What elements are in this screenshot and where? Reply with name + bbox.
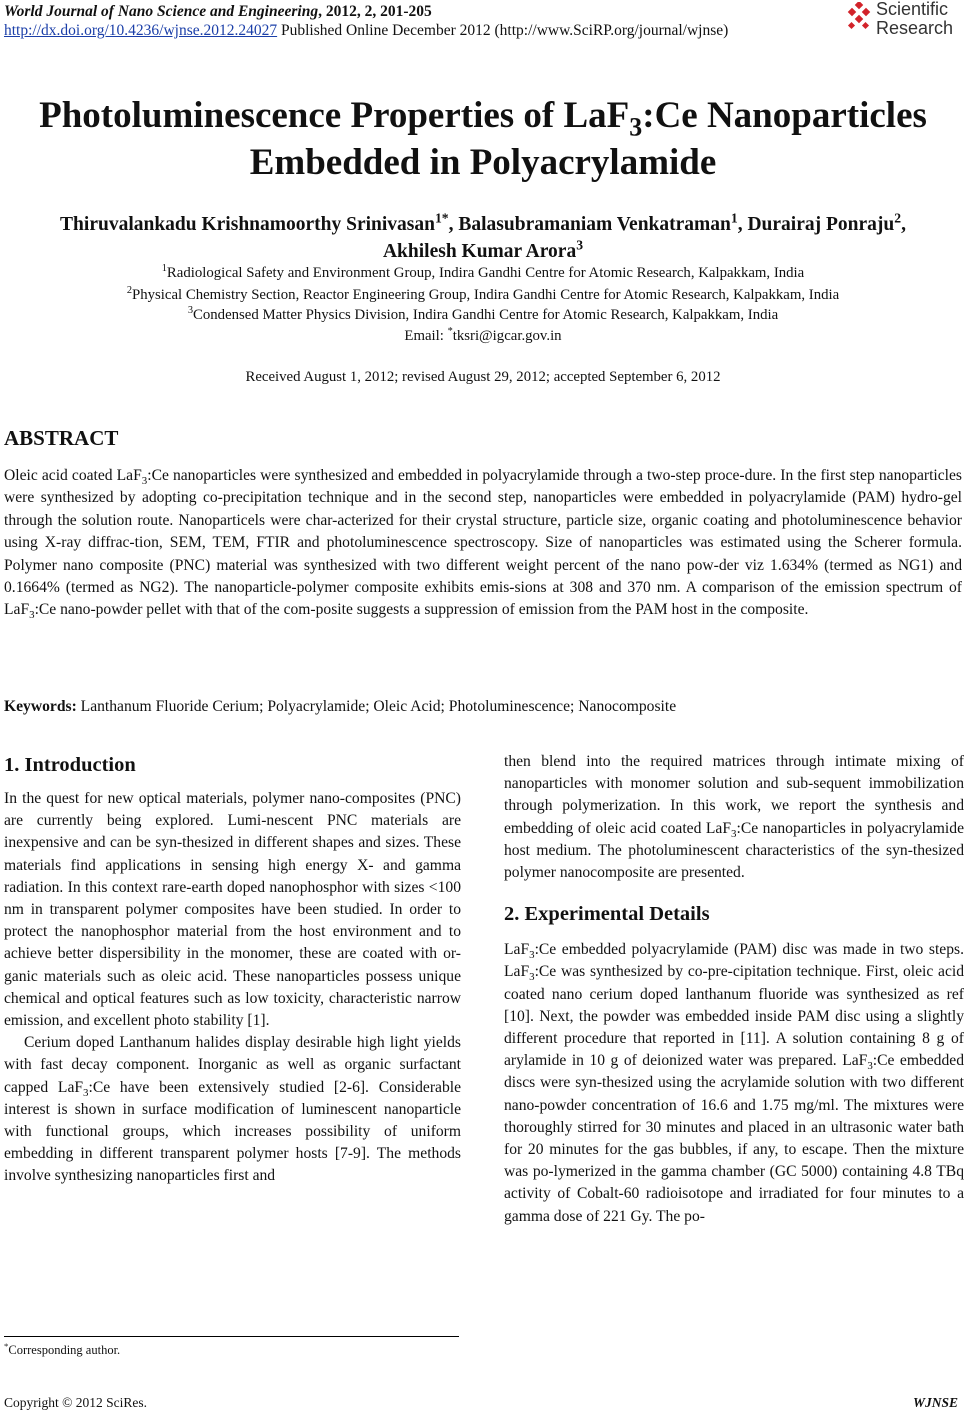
journal-name: World Journal of Nano Science and Engineering [4,3,319,20]
author-name: Akhilesh Kumar Arora [382,241,577,262]
copyright: Copyright © 2012 SciRes. [4,1395,148,1410]
abstract-sub: 3 [29,609,35,622]
scirp-logo-icon [846,2,876,36]
footnote-sup: * [4,1340,9,1351]
section-heading-intro: 1. Introduction [4,754,136,776]
affiliation-3 [0,305,966,325]
para-text: :Ce nanoparticles in polyacrylamide host medium. The photoluminescent characteristics of the syn-thesized polymer nanocomposite are presented. [504,819,964,882]
keywords-label: Keywords: [4,698,77,715]
journal-abbr: WJNSE [912,1395,958,1410]
author-name: , Durairaj Ponraju [737,214,895,235]
paper-title [0,92,966,186]
para-sub: 3 [731,827,737,840]
para-text: :Ce was synthesized by co-pre-cipitation technique. First, oleic acid coated nano cerium doped lanthanum fluoride was synthesized as ref [10]. Next, the powder was embedded inside PAM disc using a slightly different procedure that reported in [11]. A solution containing 8 g of arylamide in 10 g of deionized water was prepared. LaF [504,963,964,1070]
author-sup: 2 [894,210,902,226]
section-heading-experimental: 2. Experimental Details [504,903,710,926]
affil-sup: 2 [126,285,132,297]
received-dates: Received August 1, 2012; revised August 29, 2012; accepted September 6, 2012 [245,369,721,385]
author-name: , Balasubramaniam Venkatraman [448,214,731,235]
footnote-rule [4,1336,459,1337]
affil-sup: 3 [187,305,193,317]
title-line-2: Embedded in Polyacrylamide [249,142,717,183]
affil-text: Radiological Safety and Environment Group, Indira Gandhi Centre for Atomic Research, Kalpakkam, India [166,265,805,281]
affil-text: Condensed Matter Physics Division, Indira Gandhi Centre for Atomic Research, Kalpakkam, India [193,307,779,323]
para-text: :Ce embedded discs were syn-thesized using the acrylamide solution with two different nano-powder concentration of 16.6 and 1.75 mg/ml. The mixtures were thoroughly stirred for 30 minutes and placed in an ultrasonic water bath for 20 minutes for the gas bubbles, if any, to escape. Then the mixture was po-lymerized in the gamma chamber (GC 5000) containing 4.8 TBq activity of Cobalt-60 radioisotope and irradiated for four minutes to a gamma dose of 221 Gy. The po- [504,1052,964,1225]
experimental-paragraph [504,939,964,1228]
intro-paragraph-2 [4,1032,461,1187]
abstract-heading: ABSTRACT [4,426,119,450]
abstract-text: :Ce nanoparticles were synthesized and embedded in polyacrylamide through a two-step proce-dure. In the first step nanoparticles were synthesized by adopting co-precipitation technique and in the second step, nanoparticles were embedded in polyacrylamide (PAM) hydro-gel through the solution route. Nanoparticels were char-acterized for their crystal structure, particle size, organic coating and photoluminescence behavior using X-ray diffrac-tion, SEM, TEM, FTIR and photoluminescence spectroscopy. Size of nanoparticles was estimated using the Scherer formula. Polymer nano composite (PNC) material was synthesized with two different weight percent of the nano pow-der viz 1.634% (termed as NG1) and 0.1664% (termed as NG2). The nanoparticle-polymer composite exhibits emis-sions at 308 and 370 nm. A comparison of the emission spectrum of LaF [4,467,962,619]
para-text: Cerium doped Lanthanum halides display desirable high light yields with fast decay component. Inorganic as well as organic surfactant capped LaF [4,1034,461,1096]
intro-paragraph-continued [504,751,964,884]
author-sup: 1 [730,210,738,226]
title-subscript: 3 [629,112,643,142]
para-text: LaF [504,941,530,959]
author-sup: 1* [434,210,449,226]
scirp-logo [846,0,966,44]
footnote-text: Corresponding author. [8,1343,121,1357]
footnote [4,1342,120,1358]
email-line [0,326,966,346]
left-column [4,752,461,1188]
author-sep: , [901,214,906,235]
journal-issue: , 2012, 2, 201-205 [318,3,432,20]
affil-text: Physical Chemistry Section, Reactor Engineering Group, Indira Gandhi Centre for Atomic Research, Kalpakkam, India [132,287,840,303]
email-sup: * [447,326,453,338]
email-address[interactable]: tksri@igcar.gov.in [452,328,562,344]
keywords [4,696,962,718]
email-label: Email: [404,328,448,344]
keywords-text: Lanthanum Fluoride Cerium; Polyacrylamide; Oleic Acid; Photoluminescence; Nanocomposite [76,698,677,715]
para-text: :Ce embedded polyacrylamide (PAM) disc was made in two steps. LaF [504,941,964,981]
title-part: Photoluminescence Properties of LaF [39,95,630,136]
affil-sup: 1 [161,263,167,275]
para-sub: 3 [83,1086,89,1099]
doi-link[interactable]: http://dx.doi.org/10.4236/wjnse.2012.24027 [4,22,278,39]
author-name: Thiruvalankadu Krishnamoorthy Srinivasan [60,214,435,235]
published-text: Published Online December 2012 (http://www.SciRP.org/journal/wjnse) [277,22,729,39]
para-sub: 3 [529,949,535,962]
abstract-text: :Ce nano-powder pellet with that of the com-posite suggests a suppression of emission from the PAM host in the composite. [34,601,809,619]
abstract-sub: 3 [141,475,148,488]
logo-line-2: Research [876,18,954,38]
affiliation-2 [0,285,966,305]
para-sub: 3 [529,971,535,984]
intro-paragraph-1: In the quest for new optical materials, polymer nano-composites (PNC) are currently being explored. Lumi-nescent PNC materials are inexpensive and can be syn-thesized in different shapes and sizes. These materials find applications in sensing high energy X- and gamma radiation. In this context rare-earth doped nanophosphor with sizes <100 nm in transparent polymer composites have been studied. In order to protect the nanophosphor material from the host environment and to achieve better dispersibility in the monomer, these are coated with or-ganic materials such as oleic acid. These nanoparticles possess unique chemical and optical features such as low toxicity, characteristic narrow emission, and excellent photo stability [1]. [4,790,461,1030]
para-text: then blend into the required matrices through intimate mixing of nanoparticles with monomer solution and sub-sequent immobilization through polymerization. In this work, we report the synthesis and embedding of oleic acid coated LaF [504,753,964,837]
abstract-body [4,465,962,622]
author-sup: 3 [576,237,584,253]
journal-citation [4,2,432,22]
right-column [504,751,964,1228]
doi-line [4,21,728,41]
author-list [0,211,966,265]
logo-line-1: Scientific [876,0,949,19]
para-text: :Ce have been extensively studied [2-6]. Considerable interest is shown in surface modification of luminescent nanoparticle with functional groups, which increases possibility of uniform embedding in different transparent polymer hosts [7-9]. The methods involve synthesizing nanoparticles first and [4,1078,461,1185]
affiliation-1 [0,263,966,283]
abstract-text: Oleic acid coated LaF [4,467,142,484]
title-part: :Ce Nanoparticles [642,95,927,136]
para-sub: 3 [867,1060,873,1073]
